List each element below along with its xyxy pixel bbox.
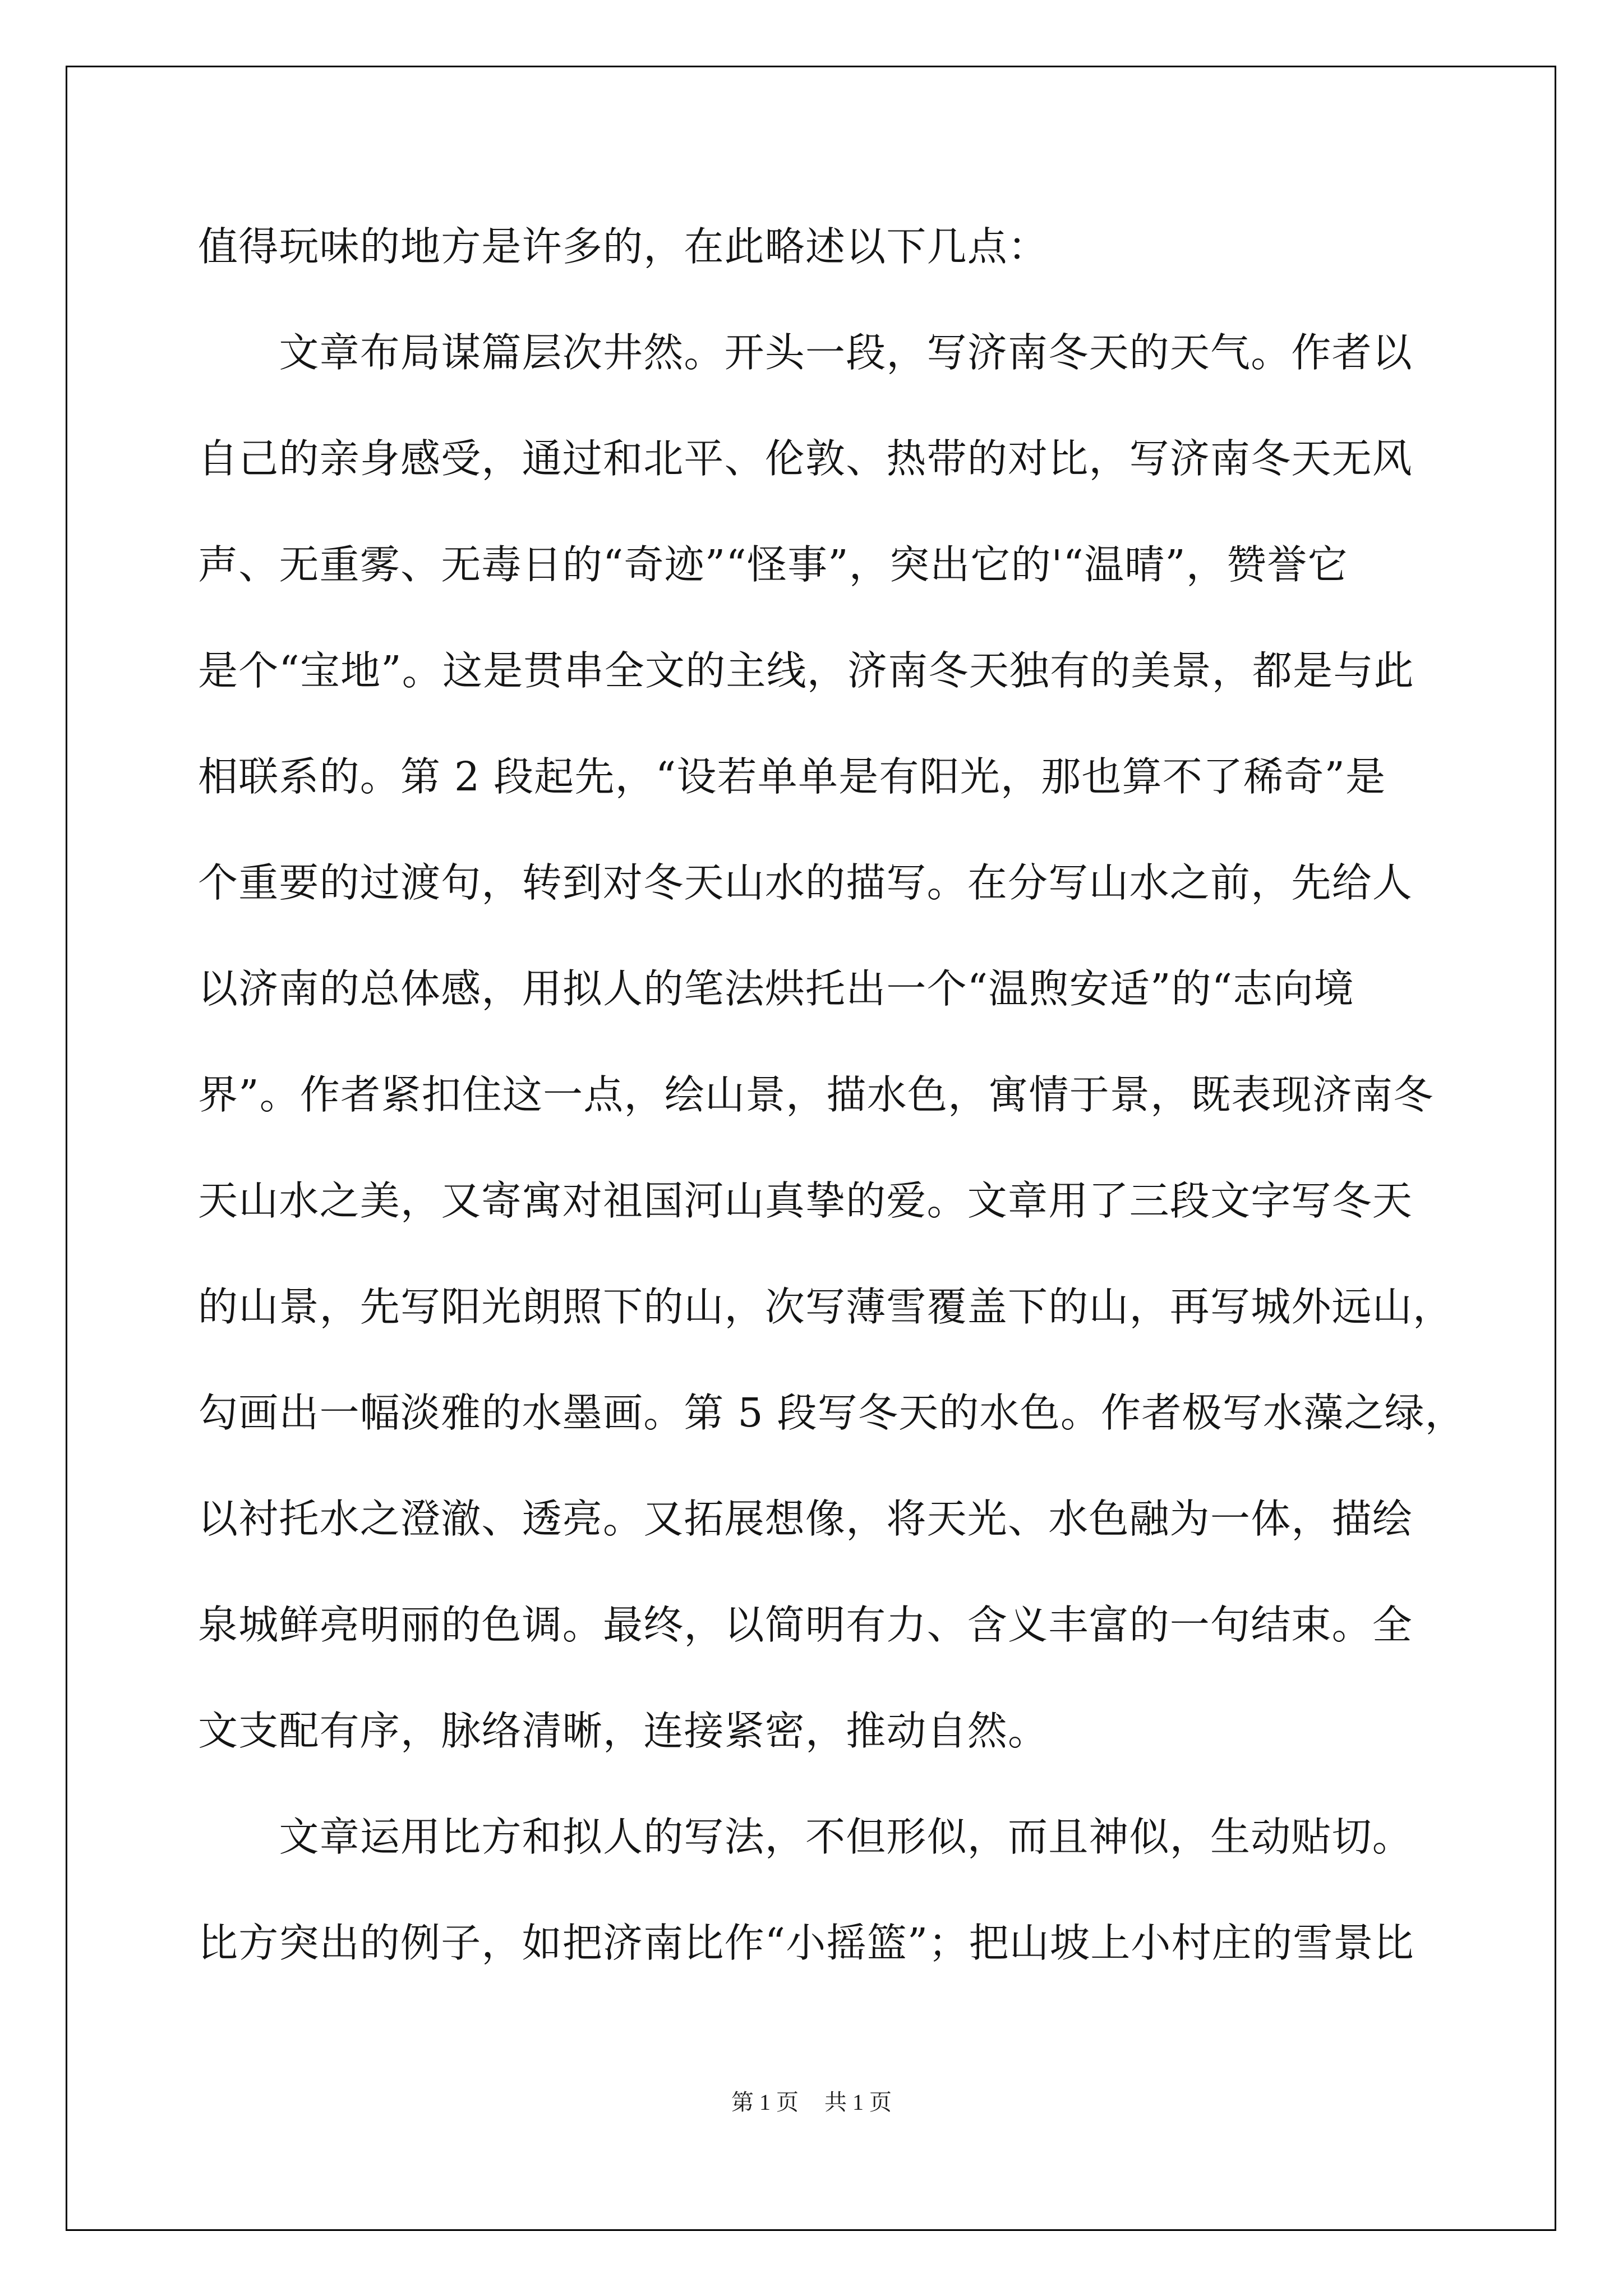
text-line: 界”。作者紧扣住这一点，绘山景，描水色，寓情于景，既表现济南冬 — [198, 1071, 1434, 1118]
page-total: 共 1 页 — [824, 2090, 892, 2115]
text-line: 值得玩味的地方是许多的，在此略述以下几点： — [198, 223, 1049, 270]
page-footer — [0, 2086, 1623, 2119]
text-line: 泉城鲜亮明丽的色调。最终，以简明有力、含义丰富的一句结束。全 — [198, 1602, 1413, 1648]
text-line: 比方突出的例子，如把济南比作“小摇篮”；把山坡上小村庄的雪景比 — [198, 1920, 1414, 1966]
page-border — [66, 66, 1556, 2231]
text-line: 文章运用比方和拟人的写法，不但形似，而且神似，生动贴切。 — [198, 1814, 1413, 1860]
text-line: 天山水之美，又寄寓对祖国河山真挚的爱。文章用了三段文字写冬天 — [198, 1177, 1413, 1224]
text-line: 相联系的。第 2 段起先，“设若单单是有阳光，那也算不了稀奇”是 — [198, 753, 1386, 800]
text-line: 个重要的过渡句，转到对冬天山水的描写。在分写山水之前，先给人 — [198, 859, 1413, 906]
text-line: 勾画出一幅淡雅的水墨画。第 5 段写冬天的水色。作者极写水藻之绿， — [198, 1389, 1465, 1436]
text-line: 声、无重雾、无毒日的“奇迹”“怪事”，突出它的'“温晴”，赞誉它 — [198, 541, 1348, 588]
text-line: 是个“宝地”。这是贯串全文的主线，济南冬天独有的美景，都是与此 — [198, 647, 1414, 694]
page-number: 第 1 页 — [731, 2090, 799, 2115]
text-line: 的山景，先写阳光朗照下的山，次写薄雪覆盖下的山，再写城外远山， — [198, 1283, 1454, 1330]
text-line: 文支配有序，脉络清晰，连接紧密，推动自然。 — [198, 1708, 1049, 1754]
text-line: 自己的亲身感受，通过和北平、伦敦、热带的对比，写济南冬天无风 — [198, 435, 1413, 482]
text-line: 以衬托水之澄澈、透亮。又拓展想像，将天光、水色融为一体，描绘 — [198, 1496, 1413, 1542]
text-line: 以济南的总体感，用拟人的笔法烘托出一个“温煦安适”的“志向境 — [198, 965, 1354, 1012]
text-line: 文章布局谋篇层次井然。开头一段，写济南冬天的天气。作者以 — [198, 329, 1413, 376]
